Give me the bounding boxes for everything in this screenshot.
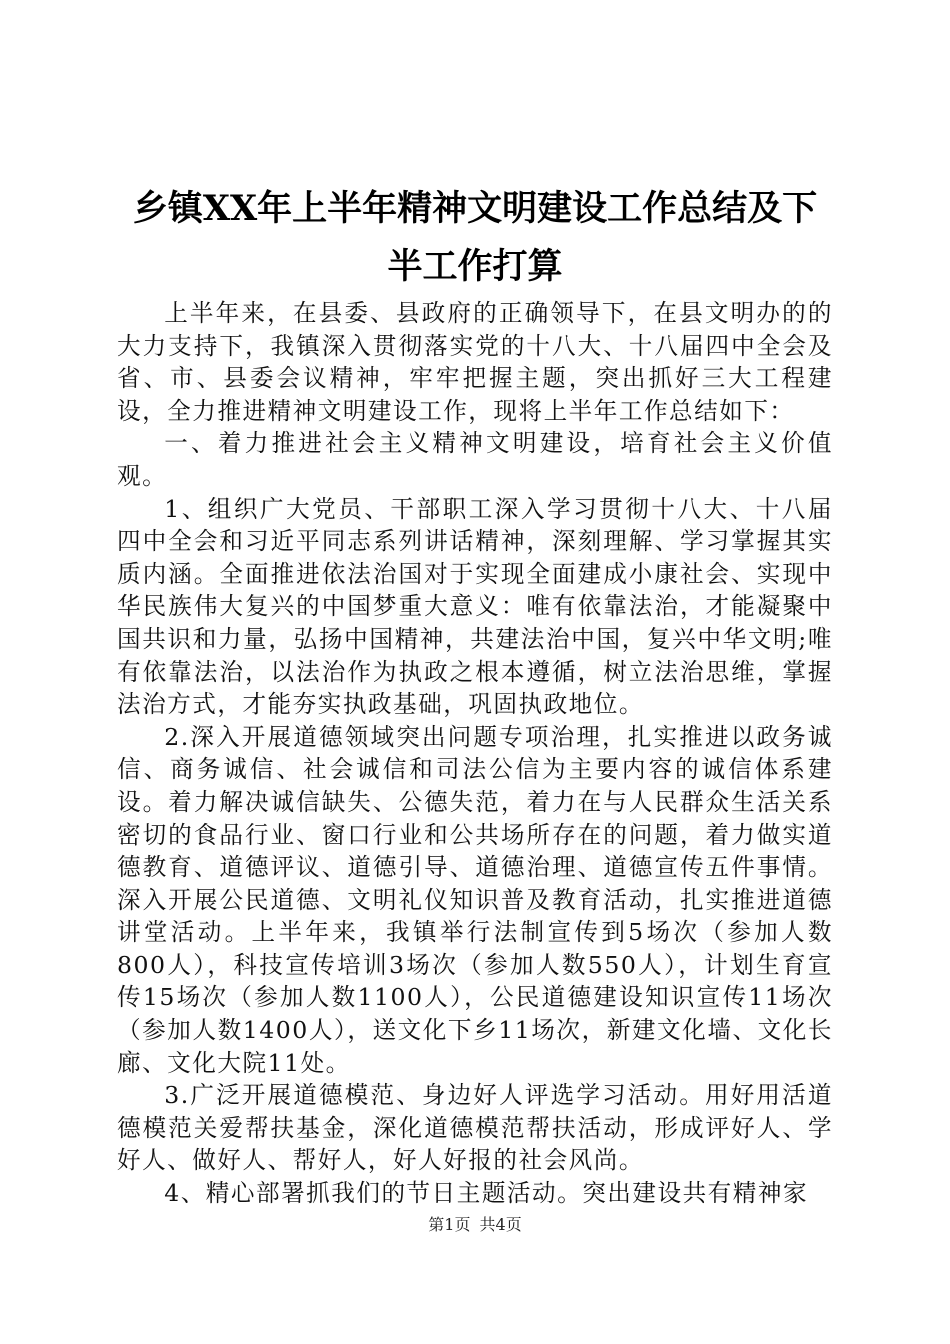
title-line-2: 半工作打算 <box>387 246 563 287</box>
paragraph-section-heading: 一、着力推进社会主义精神文明建设，培育社会主义价值观。 <box>117 429 833 490</box>
paragraph-item-2: 2.深入开展道德领域突出问题专项治理，扎实推进以政务诚信、商务诚信、社会诚信和司法公信为主要内容的诚信体系建设。着力解决诚信缺失、公德失范，着力在与人民群众生活关系密切的食品行业、窗口行业和公共场所存在的问题，着力做实道德教育、道德评议、道德引导、道德治理、道德宣传五件事情。深入开展公民道德、文明礼仪知识普及教育活动，扎实推进道德讲堂活动。上半年来，我镇举行法制宣传到5场次（参加人数800人），科技宣传培训3场次（参加人数550人），计划生育宣传15场次（参加人数1100人），公民道德建设知识宣传11场次（参加人数1400人），送文化下乡11场次，新建文化墙、文化长廊、文化大院11处。 <box>117 722 833 1077</box>
page-footer <box>0 1215 950 1235</box>
title-line-1: 乡镇XX年上半年精神文明建设工作总结及下 <box>132 188 818 229</box>
paragraph-item-4: 4、精心部署抓我们的节日主题活动。突出建设共有精神家 <box>164 1179 809 1208</box>
paragraph-item-1: 1、组织广大党员、干部职工深入学习贯彻十八大、十八届四中全会和习近平同志系列讲话精神，深刻理解、学习掌握其实质内涵。全面推进依法治国对于实现全面建成小康社会、实现中华民族伟大复兴的中国梦重大意义：唯有依靠法治，才能凝聚中国共识和力量，弘扬中国精神，共建法治中国，复兴中华文明;唯有依靠法治，以法治作为执政之根本遵循，树立法治思维，掌握法治方式，才能夯实执政基础，巩固执政地位。 <box>117 494 833 719</box>
document-body <box>117 297 833 1210</box>
document-title <box>100 180 850 296</box>
paragraph-item-3: 3.广泛开展道德模范、身边好人评选学习活动。用好用活道德模范关爱帮扶基金，深化道德模范帮扶活动，形成评好人、学好人、做好人、帮好人，好人好报的社会风尚。 <box>117 1081 833 1175</box>
paragraph-intro: 上半年来，在县委、县政府的正确领导下，在县文明办的的大力支持下，我镇深入贯彻落实党的十八大、十八届四中全会及省、市、县委会议精神，牢牢把握主题，突出抓好三大工程建设，全力推进精神文明建设工作，现将上半年工作总结如下： <box>117 299 833 425</box>
page-number: 第1页 <box>428 1215 471 1234</box>
page-total: 共4页 <box>479 1215 522 1234</box>
